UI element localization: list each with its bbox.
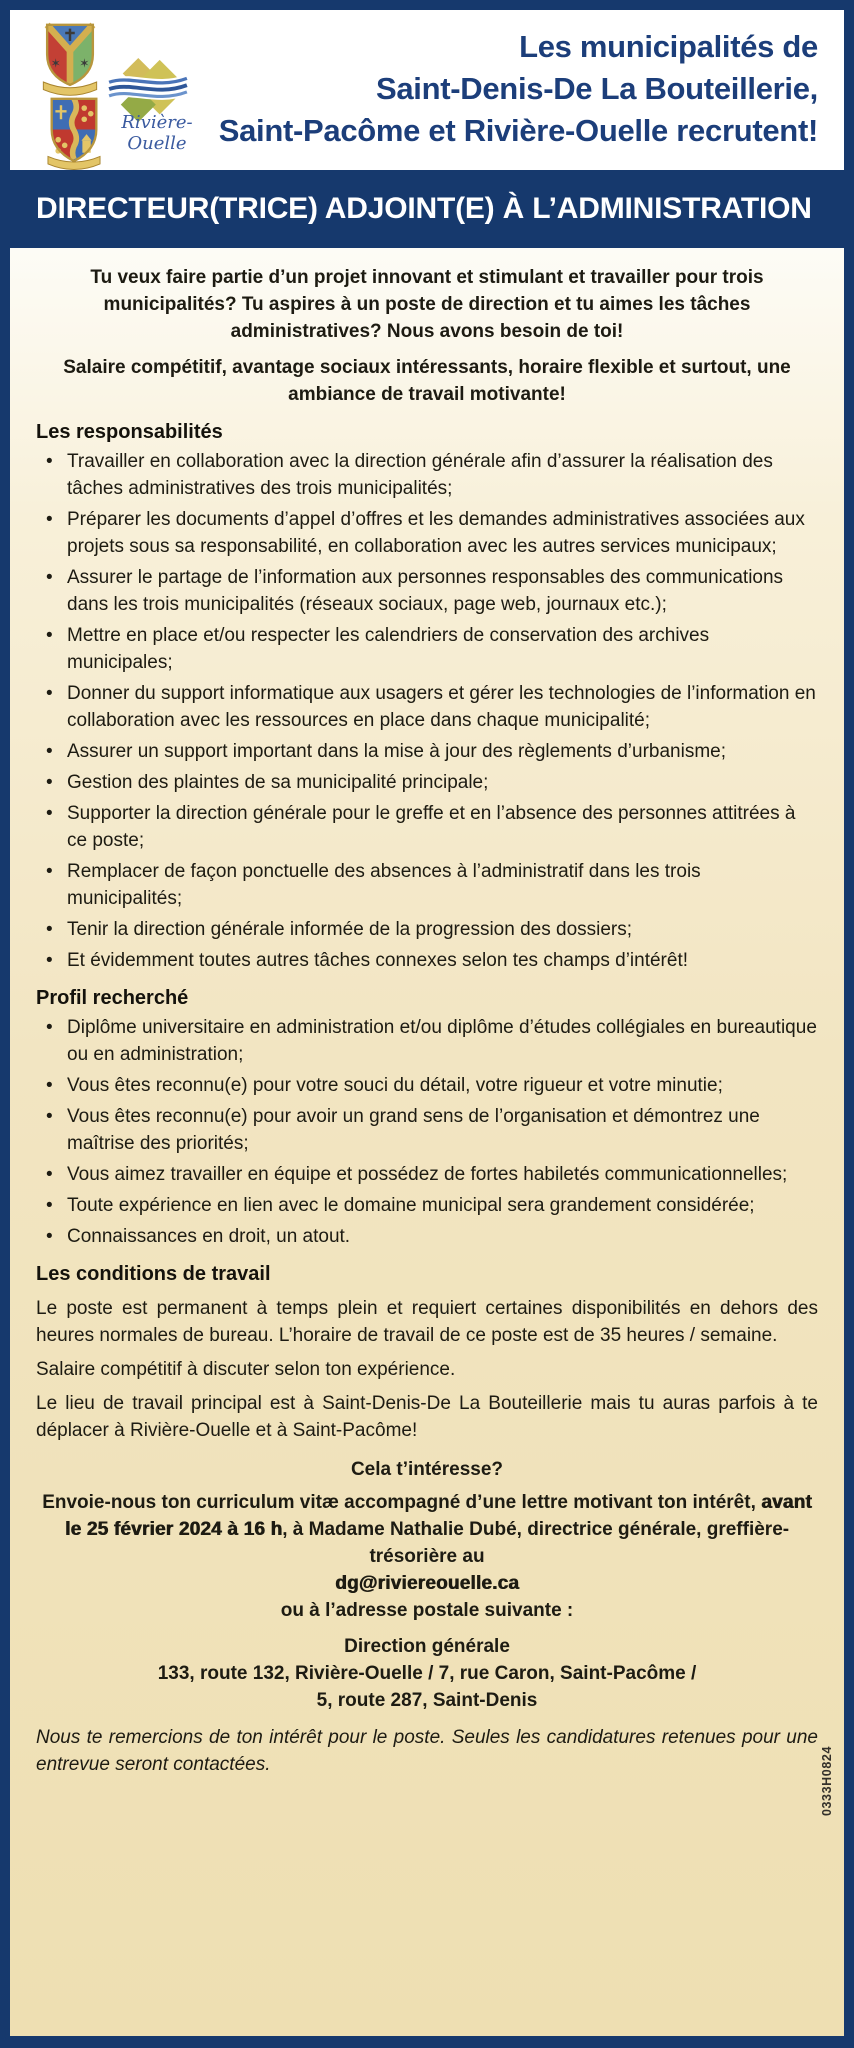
list-item: • Assurer le partage de l’information aux personnes responsables des communications dans les trois municipalités (réseaux sociaux, page web, journaux etc.); <box>36 564 818 618</box>
responsibilities-list <box>36 448 818 974</box>
address-block <box>36 1633 818 1714</box>
list-item: • Et évidemment toutes autres tâches connexes selon tes champs d’intérêt! <box>36 947 818 974</box>
intro-paragraph-2: Salaire compétitif, avantage sociaux intéressants, horaire flexible et surtout, une ambiance de travail motivante! <box>63 357 791 405</box>
conditions-paragraph: Le lieu de travail principal est à Saint-Denis-De La Bouteillerie mais tu auras parfois à te déplacer à Rivière-Ouelle et à Saint-Pacôme! <box>36 1393 818 1441</box>
recruiting-headline <box>219 26 818 152</box>
closing-note: Nous te remercions de ton intérêt pour le poste. Seules les candidatures retenues pour une entrevue seront contactées. <box>36 1727 818 1775</box>
intro-paragraph-1: Tu veux faire partie d’un projet innovant et stimulant et travailler pour trois municipalités? Tu aspires à un poste de direction et tu aimes les tâches administratives? Nous avons besoin de toi! <box>90 267 764 342</box>
address-title: Direction générale <box>344 1636 510 1657</box>
list-item: • Vous êtes reconnu(e) pour avoir un grand sens de l’organisation et démontrez une maîtrise des priorités; <box>36 1103 818 1157</box>
profile-heading: Profil recherché <box>36 987 189 1009</box>
list-item: • Tenir la direction générale informée de la progression des dossiers; <box>36 916 818 943</box>
list-item: • Assurer un support important dans la mise à jour des règlements d’urbanisme; <box>36 738 818 765</box>
postal-intro: ou à l’adresse postale suivante : <box>280 1600 574 1621</box>
list-item: • Mettre en place et/ou respecter les calendriers de conservation des archives municipales; <box>36 622 818 676</box>
list-item: • Remplacer de façon ponctuelle des absences à l’administratif dans les trois municipalités; <box>36 858 818 912</box>
application-deadline: avant le 25 février 2024 à 16 h <box>64 1492 812 1540</box>
profile-list <box>36 1014 818 1250</box>
conditions-paragraph: Le poste est permanent à temps plein et requiert certaines disponibilités en dehors des heures normales de bureau. L’horaire de travail de ce poste est de 35 heures / semaine. <box>36 1298 818 1346</box>
svg-text:✶: ✶ <box>79 56 90 71</box>
headline-line: Les municipalités de <box>519 29 818 64</box>
riviere-ouelle-wordmark: Rivière-Ouelle <box>121 112 193 154</box>
contact-email: dg@riviereouelle.ca <box>335 1573 519 1594</box>
list-item: • Vous êtes reconnu(e) pour votre souci du détail, votre rigueur et votre minutie; <box>36 1072 818 1099</box>
list-item: • Diplôme universitaire en administration et/ou diplôme d’études collégiales en bureautique ou en administration; <box>36 1014 818 1068</box>
instructions-text: , à Madame Nathalie Dubé, directrice générale, greffière-trésorière au <box>282 1519 790 1567</box>
conditions-heading: Les conditions de travail <box>36 1263 271 1285</box>
saint-denis-crest-icon <box>40 22 100 102</box>
list-item: • Toute expérience en lien avec le domaine municipal sera grandement considérée; <box>36 1192 818 1219</box>
address-line: 133, route 132, Rivière-Ouelle / 7, rue Caron, Saint-Pacôme / <box>157 1663 697 1684</box>
application-instructions <box>38 1489 816 1570</box>
header <box>10 10 844 170</box>
list-item: • Préparer les documents d’appel d’offres et les demandes administratives associées aux projets sous sa responsabilité, en collaboration avec les autres services municipaux; <box>36 506 818 560</box>
headline-line: Saint-Denis-De La Bouteillerie, <box>375 71 818 106</box>
responsibilities-heading: Les responsabilités <box>36 421 223 443</box>
job-title: DIRECTEUR(TRICE) ADJOINT(E) À L’ADMINISTRATION <box>36 192 812 225</box>
interest-question: Cela t’intéresse? <box>350 1459 504 1480</box>
ad-body <box>10 248 844 2036</box>
list-item: • Travailler en collaboration avec la direction générale afin d’assurer la réalisation des tâches administratives des trois municipalités; <box>36 448 818 502</box>
list-item: • Connaissances en droit, un atout. <box>36 1223 818 1250</box>
headline-line: Saint-Pacôme et Rivière-Ouelle recrutent! <box>218 113 818 148</box>
instructions-text: Envoie-nous ton curriculum vitæ accompagné d’une lettre motivant ton intérêt, <box>42 1492 762 1513</box>
list-item: • Donner du support informatique aux usagers et gérer les technologies de l’information en collaboration avec les ressources en place dans chaque municipalité; <box>36 680 818 734</box>
job-title-banner <box>10 170 844 248</box>
ad-code: 0333H0824 <box>820 1746 834 1817</box>
conditions-paragraph: Salaire compétitif à discuter selon ton expérience. <box>36 1359 456 1380</box>
riviere-ouelle-crest-icon <box>44 96 104 176</box>
svg-text:✶: ✶ <box>50 56 61 71</box>
list-item: • Gestion des plaintes de sa municipalité principale; <box>36 769 818 796</box>
list-item: • Vous aimez travailler en équipe et possédez de fortes habiletés communicationnelles; <box>36 1161 818 1188</box>
address-line: 5, route 287, Saint-Denis <box>316 1690 538 1711</box>
list-item: • Supporter la direction générale pour le greffe et en l’absence des personnes attitrées à ce poste; <box>36 800 818 854</box>
